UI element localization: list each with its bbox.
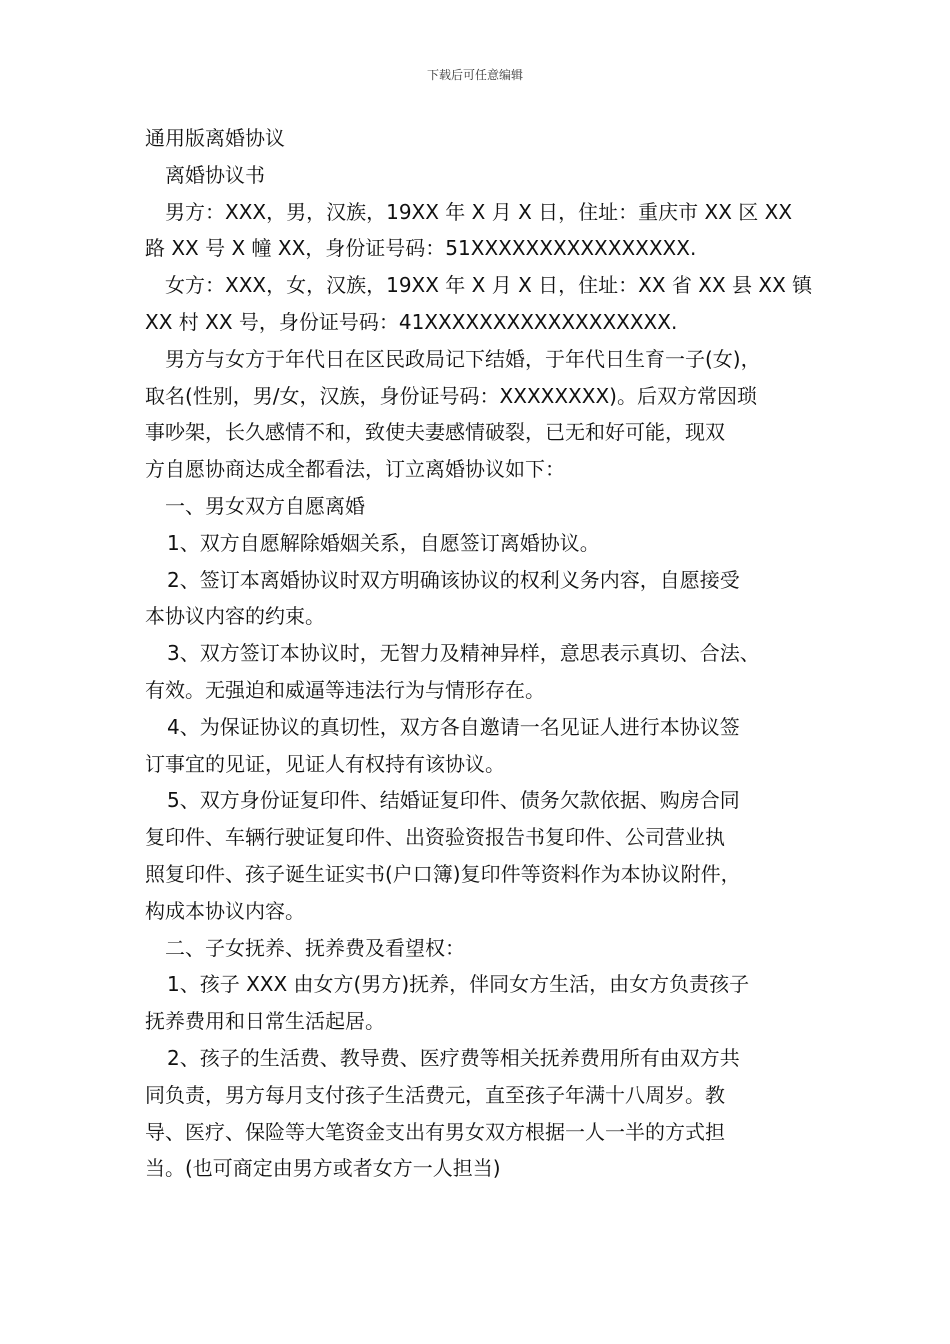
clause-line: 3、双方签订本协议时，无智力及精神异样，意思表示真切、合法、 [167, 641, 760, 666]
clause-line: 订事宜的见证，见证人有权持有该协议。 [145, 751, 505, 776]
clause-line: 1、孩子 XXX 由女方(男方)抚养，伴同女方生活，由女方负责孩子 [167, 972, 750, 997]
paragraph-line: 取名(性别，男/女，汉族，身份证号码：XXXXXXXX)。后双方常因琐 [145, 383, 757, 408]
clause-line: 导、医疗、保险等大笔资金支出有男女双方根据一人一半的方式担 [145, 1119, 725, 1144]
paragraph-line: 路 XX 号 X 幢 XX，身份证号码：51XXXXXXXXXXXXXXXX. [145, 236, 697, 261]
clause-line: 5、双方身份证复印件、结婚证复印件、债务欠款依据、购房合同 [167, 788, 740, 813]
paragraph-line: 方自愿协商达成全都看法，订立离婚协议如下： [145, 457, 565, 482]
paragraph-line: XX 村 XX 号，身份证号码：41XXXXXXXXXXXXXXXXXX. [145, 309, 678, 334]
clause-line: 4、为保证协议的真切性，双方各自邀请一名见证人进行本协议签 [167, 714, 740, 739]
clause-line: 2、孩子的生活费、教导费、医疗费等相关抚养费用所有由双方共 [167, 1045, 740, 1070]
clause-line: 同负责，男方每月支付孩子生活费元，直至孩子年满十八周岁。教 [145, 1082, 725, 1107]
header-note: 下载后可任意编辑 [426, 68, 523, 82]
paragraph-line: 事吵架，长久感情不和，致使夫妻感情破裂，已无和好可能，现双 [145, 420, 725, 445]
clause-line: 本协议内容的约束。 [145, 604, 325, 629]
clause-line: 1、双方自愿解除婚姻关系，自愿签订离婚协议。 [167, 530, 600, 555]
agreement-heading: 离婚协议书 [165, 162, 265, 187]
document-body [145, 120, 815, 1187]
clause-line: 复印件、车辆行驶证复印件、出资验资报告书复印件、公司营业执 [145, 825, 725, 850]
clause-line: 2、签订本离婚协议时双方明确该协议的权利义务内容，自愿接受 [167, 567, 740, 592]
clause-line: 当。(也可商定由男方或者女方一人担当) [145, 1156, 501, 1181]
paragraph-line: 男方：XXX，男，汉族，19XX 年 X 月 X 日，住址：重庆市 XX 区 XX [165, 199, 793, 224]
document-title: 通用版离婚协议 [145, 126, 285, 150]
paragraph-line: 女方：XXX，女，汉族，19XX 年 X 月 X 日，住址：XX 省 XX 县 XX 镇 [165, 273, 813, 298]
clause-line: 抚养费用和日常生活起居。 [145, 1009, 385, 1034]
section-heading: 一、男女双方自愿离婚 [165, 493, 365, 518]
paragraph-line: 男方与女方于年代日在区民政局记下结婚，于年代日生育一子(女)， [165, 346, 761, 371]
clause-line: 照复印件、孩子诞生证实书(户口簿)复印件等资料作为本协议附件， [145, 861, 741, 886]
clause-line: 有效。无强迫和威逼等违法行为与情形存在。 [145, 677, 545, 702]
clause-line: 构成本协议内容。 [145, 898, 305, 923]
section-heading: 二、子女抚养、抚养费及看望权： [165, 935, 465, 960]
